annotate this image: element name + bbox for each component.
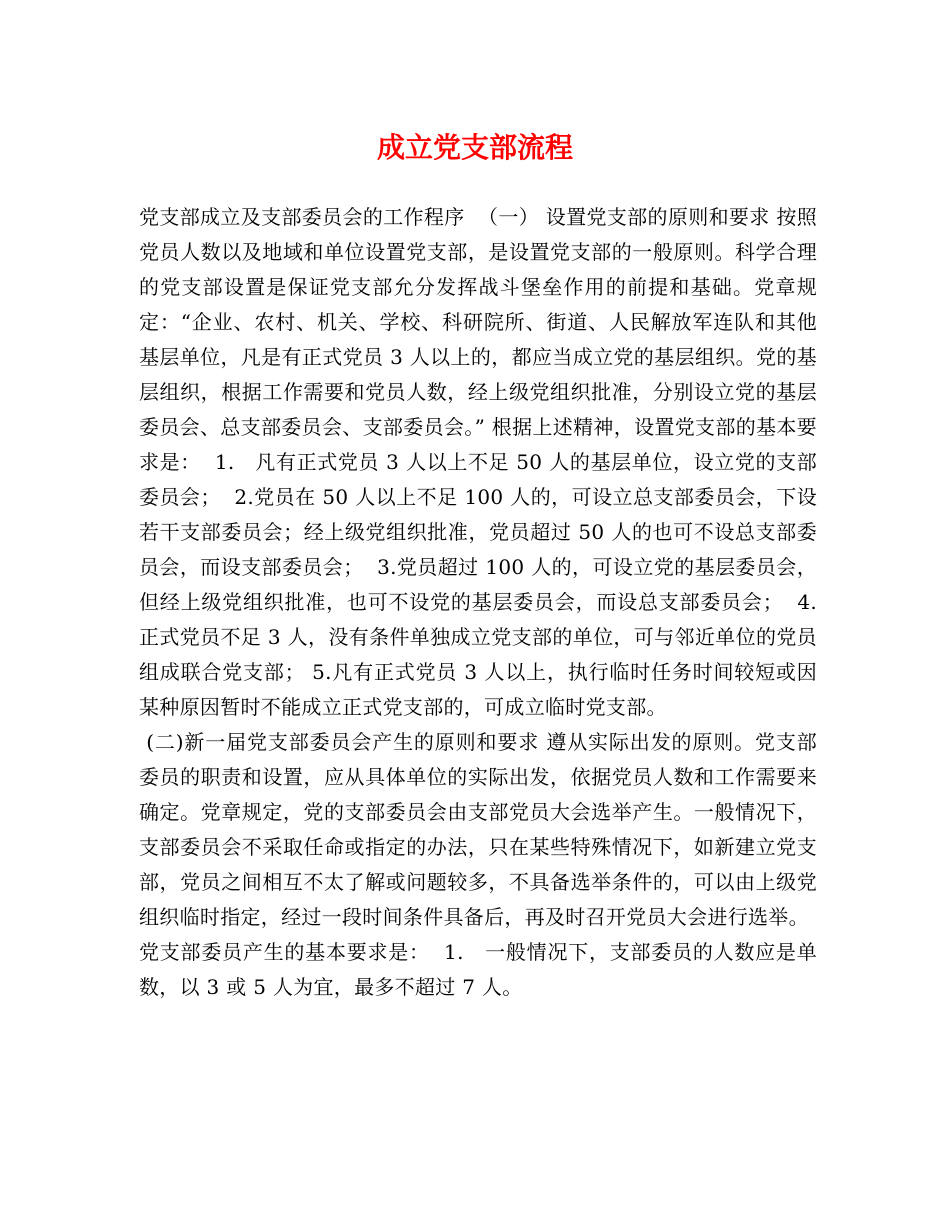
paragraph-establishment-requirements: 党支部成立及支部委员会的工作程序 （一） 设置党支部的原则和要求 按照党员人数以及地域和单位设置党支部，是设置党支部的一般原则。科学合理的党支部设置是保证党支部允分发挥战斗堡垒作用的前提和基础。党章规定：“企业、农村、机关、学校、科研院所、街道、人民解放军连队和其他基层单位，凡是有正式党员 3 人以上的，都应当成立党的基层组织。党的基层组织，根据工作需要和党员人数，经上级党组织批准，分别设立党的基层委员会、总支部委员会、支部委员会。” 根据上述精神，设置党支部的基本要求是： 1. 凡有正式党员 3 人以上不足 50 人的基层单位，设立党的支部委员会； 2.党员在 50 人以上不足 100 人的，可设立总支部委员会，下设若干支部委员会；经上级党组织批准，党员超过 50 人的也可不设总支部委员会，而设支部委员会； 3.党员超过 100 人的，可设立党的基层委员会，但经上级党组织批准，也可不设党的基层委员会，而设总支部委员会； 4.正式党员不足 3 人，没有条件单独成立党支部的单位，可与邻近单位的党员组成联合党支部； 5.凡有正式党员 3 人以上，执行临时任务时间较短或因某种原因暂时不能成立正式党支部的，可成立临时党支部。 [139,205,817,719]
document-title: 成立党支部流程 [376,131,573,164]
paragraph-committee-principles: (二)新一届党支部委员会产生的原则和要求 遵从实际出发的原则。党支部委员的职责和设置，应从具体单位的实际出发，依据党员人数和工作需要来确定。党章规定，党的支部委员会由支部党员大会选举产生。一般情况下，支部委员会不采取任命或指定的办法，只在某些特殊情况下，如新建立党支部，党员之间相互不太了解或问题较多，不具备选举条件的，可以由上级党组织临时指定，经过一段时间条件具备后，再及时召开党员大会进行选举。 [139,730,817,929]
paragraph-member-requirements: 党支部委员产生的基本要求是： 1. 一般情况下，支部委员的人数应是单数，以 3 或 5 人为宜，最多不超过 7 人。 [139,940,817,999]
document-body [139,200,817,1005]
